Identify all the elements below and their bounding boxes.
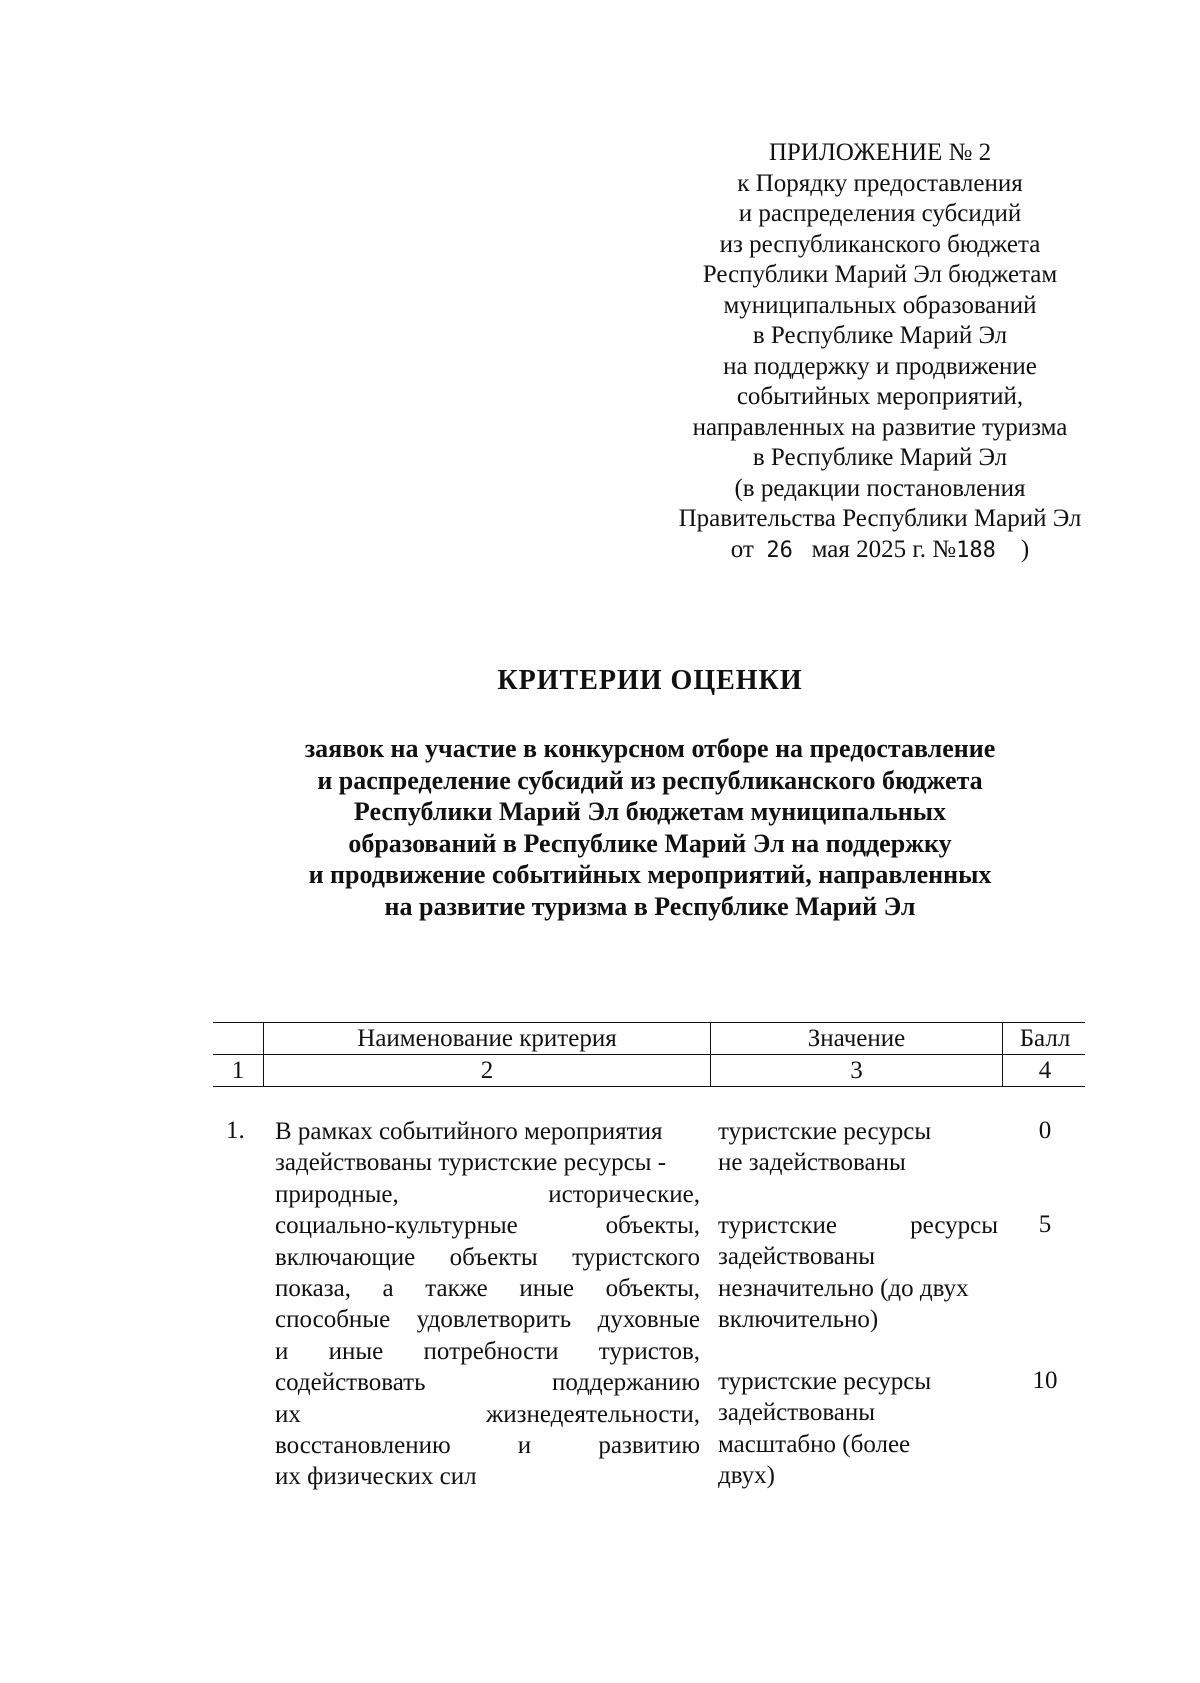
value-line: не задействованы [718, 1149, 906, 1177]
table-column-divider [710, 1022, 711, 1086]
column-number: 2 [480, 1057, 494, 1084]
criterion-line: социально-культурные объекты, [275, 1212, 700, 1240]
value-line: задействованы [718, 1243, 876, 1271]
table-top-border [213, 1022, 1085, 1023]
appendix-line: Республики Марий Эл бюджетам [702, 261, 1058, 288]
subtitle-line: и распределение субсидий из республиканского бюджета [317, 765, 983, 795]
header-value: Значение [807, 1025, 906, 1052]
appendix-line: и распределения субсидий [738, 200, 1022, 227]
value-option [718, 1116, 998, 1179]
value-line: туристские ресурсы [718, 1368, 932, 1395]
value-line: туристские ресурсы [718, 1212, 998, 1239]
criterion-line: восстановлению и развитию [275, 1432, 700, 1460]
criterion-line: их жизнедеятельности, [275, 1400, 700, 1428]
header-score: Балл [1019, 1025, 1071, 1052]
date-day: 26 [766, 537, 793, 563]
score-value: 5 [1038, 1211, 1052, 1238]
appendix-line: (в редакции постановления [734, 474, 1026, 502]
appendix-line: из республиканского бюджета [719, 230, 1041, 258]
subtitle-line: Республики Марий Эл бюджетам муниципальных [353, 797, 947, 826]
column-number: 1 [231, 1057, 245, 1084]
criterion-line: и иные потребности туристов, [275, 1337, 700, 1365]
score-value: 0 [1038, 1117, 1052, 1144]
table-header-divider [213, 1054, 1085, 1055]
criterion-line: включающие объекты туристского [275, 1243, 700, 1271]
appendix-line: Правительства Республики Марий Эл [678, 505, 1082, 532]
criterion-line: их физических сил [275, 1463, 477, 1491]
value-line: незначительно (до двух [718, 1274, 969, 1302]
criterion-line: В рамках событийного мероприятия [275, 1118, 663, 1145]
criterion-line: способные удовлетворить духовные [275, 1306, 700, 1334]
subtitle-line: на развитие туризма в Республике Марий Эл [384, 891, 916, 921]
appendix-line: на поддержку и продвижение [723, 352, 1037, 380]
appendix-line: в Республике Марий Эл [752, 444, 1008, 471]
value-line: масштабно (более [718, 1430, 911, 1458]
appendix-line: направленных на развитие туризма [692, 413, 1068, 441]
document-number: 188 [956, 537, 996, 563]
date-prefix: от [730, 535, 754, 563]
subtitle-line: и продвижение событийных мероприятий, направленных [308, 860, 992, 889]
table-header-bottom-border [213, 1086, 1085, 1087]
appendix-date-line [620, 535, 1140, 567]
value-line: туристские ресурсы [718, 1118, 932, 1145]
date-middle: мая 2025 г. № [811, 535, 957, 563]
appendix-line: ПРИЛОЖЕНИЕ № 2 [768, 139, 992, 166]
appendix-line: в Республике Марий Эл [752, 322, 1008, 349]
row-number: 1. [226, 1117, 245, 1144]
value-line: включительно) [718, 1306, 879, 1334]
date-close: ) [1020, 535, 1030, 563]
subtitle-line: заявок на участие в конкурсном отборе на предоставление [304, 734, 996, 763]
value-option [718, 1366, 998, 1492]
criterion-line: задействованы туристские ресурсы - [275, 1149, 667, 1177]
header-criterion-name: Наименование критерия [357, 1025, 617, 1052]
table-column-divider [1002, 1022, 1003, 1086]
appendix-line: к Порядку предоставления [737, 169, 1023, 197]
criterion-line: содействовать поддержанию [275, 1369, 700, 1397]
value-line: задействованы [718, 1399, 876, 1427]
column-number: 3 [850, 1057, 863, 1084]
document-title: КРИТЕРИИ ОЦЕНКИ [497, 665, 803, 696]
appendix-line: событийных мероприятий, [736, 383, 1024, 410]
value-option [718, 1210, 998, 1336]
criterion-line: показа, а также иные объекты, [275, 1275, 700, 1303]
score-value: 10 [1032, 1367, 1058, 1394]
subtitle-line: образований в Республике Марий Эл на поддержку [348, 828, 952, 858]
criterion-line: природные, исторические, [275, 1180, 700, 1208]
criterion-text [275, 1116, 700, 1493]
value-line: двух) [718, 1462, 775, 1490]
appendix-header [620, 138, 1140, 566]
table-column-divider [263, 1022, 264, 1086]
column-number: 4 [1038, 1057, 1052, 1084]
appendix-line: муниципальных образований [723, 291, 1037, 319]
document-subtitle [250, 733, 1050, 922]
